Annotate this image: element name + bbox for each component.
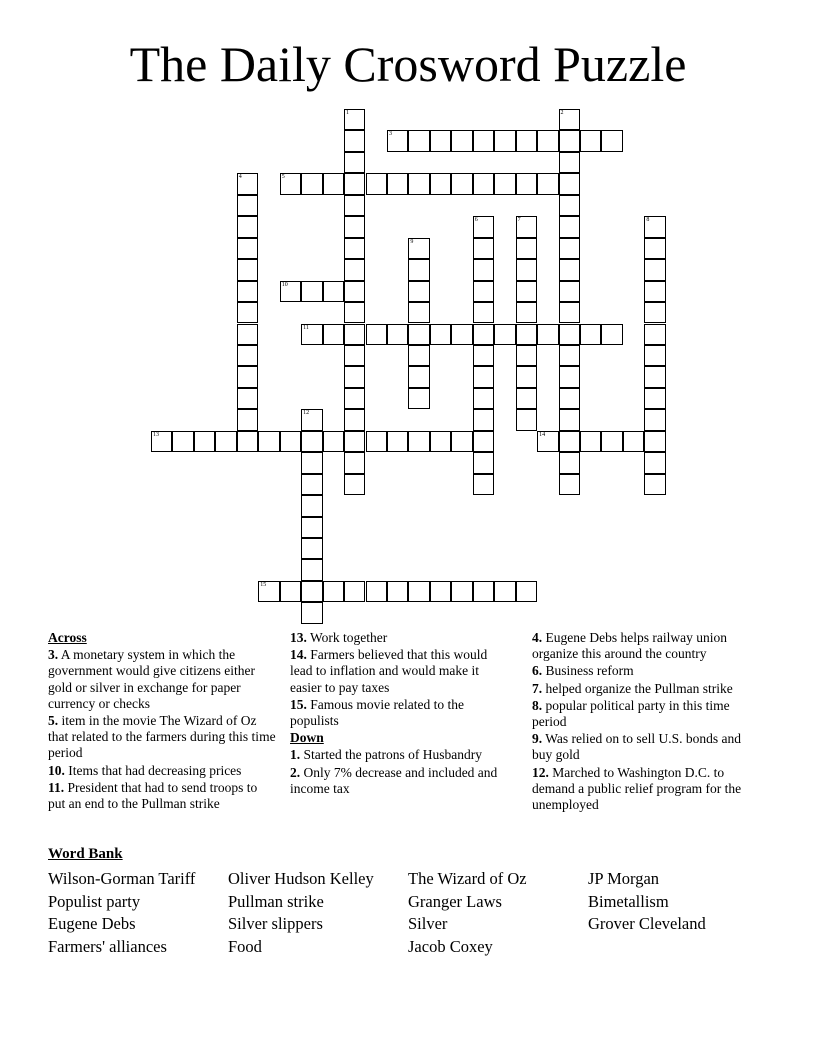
word-bank-item: Pullman strike <box>228 891 324 911</box>
clue-number: 5 <box>281 174 285 181</box>
grid-cell[interactable] <box>644 366 665 387</box>
clue-number: 13 <box>153 431 159 438</box>
word-bank-item: Silver <box>408 914 448 934</box>
grid-cell[interactable] <box>301 324 322 345</box>
clues-column-3 <box>532 630 760 814</box>
grid-cell[interactable] <box>473 474 494 495</box>
grid-cell[interactable] <box>644 281 665 302</box>
grid-cell[interactable] <box>366 581 387 602</box>
grid-cell[interactable] <box>172 431 193 452</box>
grid-cell[interactable] <box>280 581 301 602</box>
grid-cell[interactable] <box>387 324 408 345</box>
grid-cell[interactable] <box>473 238 494 259</box>
word-bank-item: Wilson-Gorman Tariff <box>48 869 196 888</box>
grid-cell[interactable] <box>344 152 365 173</box>
grid-cell[interactable] <box>237 281 258 302</box>
clue-number: 1 <box>346 110 350 116</box>
grid-cell[interactable] <box>494 324 515 345</box>
grid-cell[interactable] <box>323 431 344 452</box>
grid-cell[interactable] <box>301 431 322 452</box>
clues-column-1 <box>48 630 276 813</box>
grid-cell[interactable] <box>516 259 537 280</box>
grid-cell[interactable] <box>151 431 172 452</box>
clue-across-3: 3. A monetary system in which the government would give citizens either gold or silver in exchange for paper currency or checks <box>48 647 255 711</box>
across-heading: Across <box>48 630 87 645</box>
grid-cell[interactable] <box>194 431 215 452</box>
grid-cell[interactable] <box>301 495 322 516</box>
grid-cell[interactable] <box>344 259 365 280</box>
grid-cell[interactable] <box>559 281 580 302</box>
clue-number: 3 <box>388 131 392 138</box>
grid-cell[interactable] <box>644 431 665 452</box>
grid-cell[interactable] <box>344 302 365 323</box>
grid-cell[interactable] <box>644 474 665 495</box>
grid-cell[interactable] <box>494 130 515 151</box>
grid-cell[interactable] <box>323 324 344 345</box>
grid-cell[interactable] <box>516 173 537 194</box>
grid-cell[interactable] <box>344 345 365 366</box>
clue-number: 2 <box>560 110 564 116</box>
grid-cell[interactable] <box>237 431 258 452</box>
grid-cell[interactable] <box>559 216 580 237</box>
grid-cell[interactable] <box>301 173 322 194</box>
clue-down-12: 12. Marched to Washington D.C. to demand a public relief program for the unemployed <box>532 764 742 813</box>
grid-cell[interactable] <box>516 345 537 366</box>
down-heading: Down <box>290 730 324 746</box>
grid-cell[interactable] <box>473 452 494 473</box>
grid-cell[interactable] <box>323 173 344 194</box>
grid-cell[interactable] <box>408 302 429 323</box>
grid-cell[interactable] <box>601 130 622 151</box>
grid-cell[interactable] <box>237 366 258 387</box>
grid-cell[interactable] <box>237 345 258 366</box>
grid-cell[interactable] <box>215 431 236 452</box>
grid-cell[interactable] <box>301 281 322 302</box>
grid-cell[interactable] <box>344 109 365 130</box>
clue-down-6: 6. Business reform <box>532 663 634 679</box>
grid-cell[interactable] <box>559 130 580 151</box>
grid-cell[interactable] <box>473 302 494 323</box>
grid-cell[interactable] <box>301 581 322 602</box>
grid-cell[interactable] <box>451 431 472 452</box>
clue-down-7: 7. helped organize the Pullman strike <box>532 680 733 696</box>
grid-cell[interactable] <box>344 409 365 430</box>
grid-cell[interactable] <box>408 366 429 387</box>
grid-cell[interactable] <box>387 130 408 151</box>
grid-cell[interactable] <box>451 581 472 602</box>
grid-cell[interactable] <box>344 581 365 602</box>
clues-column-2 <box>290 630 512 798</box>
grid-cell[interactable] <box>516 388 537 409</box>
clue-across-13: 13. Work together <box>290 630 388 645</box>
clue-across-15: 15. Famous movie related to the populists <box>290 696 464 729</box>
grid-cell[interactable] <box>408 238 429 259</box>
clue-number: 10 <box>281 281 288 288</box>
grid-cell[interactable] <box>451 130 472 151</box>
word-bank-item: Eugene Debs <box>48 914 136 934</box>
grid-cell[interactable] <box>301 474 322 495</box>
grid-cell[interactable] <box>516 130 537 151</box>
grid-cell[interactable] <box>537 324 558 345</box>
grid-cell[interactable] <box>408 431 429 452</box>
grid-cell[interactable] <box>366 324 387 345</box>
grid-cell[interactable] <box>237 324 258 345</box>
clue-number: 14 <box>539 431 546 438</box>
clue-down-1: 1. Started the patrons of Husbandry <box>290 747 482 763</box>
grid-cell[interactable] <box>301 602 322 623</box>
grid-cell[interactable] <box>537 431 558 452</box>
grid-cell[interactable] <box>559 345 580 366</box>
grid-cell[interactable] <box>494 173 515 194</box>
grid-cell[interactable] <box>280 281 301 302</box>
clue-number: 12 <box>303 410 310 417</box>
grid-cell[interactable] <box>473 431 494 452</box>
clue-across-5: 5. item in the movie The Wizard of Oz that related to the farmers during this time period <box>48 713 276 761</box>
grid-cell[interactable] <box>559 324 580 345</box>
grid-cell[interactable] <box>237 238 258 259</box>
grid-cell[interactable] <box>644 259 665 280</box>
grid-cell[interactable] <box>451 173 472 194</box>
grid-cell[interactable] <box>580 324 601 345</box>
grid-cell[interactable] <box>473 130 494 151</box>
grid-cell[interactable] <box>237 302 258 323</box>
grid-cell[interactable] <box>623 431 644 452</box>
grid-cell[interactable] <box>516 238 537 259</box>
grid-cell[interactable] <box>516 366 537 387</box>
clue-number: 7 <box>517 217 521 224</box>
word-bank-item: Silver slippers <box>228 914 323 934</box>
grid-cell[interactable] <box>430 581 451 602</box>
clue-number: 11 <box>303 324 309 331</box>
grid-cell[interactable] <box>258 581 279 602</box>
clue-number: 4 <box>238 174 242 181</box>
clue-number: 15 <box>260 581 267 588</box>
grid-cell[interactable] <box>644 302 665 323</box>
word-bank-column-1 <box>48 868 195 958</box>
grid-cell[interactable] <box>408 324 429 345</box>
grid-cell[interactable] <box>237 173 258 194</box>
grid-cell[interactable] <box>430 130 451 151</box>
grid-cell[interactable] <box>516 216 537 237</box>
clue-down-4: 4. Eugene Debs helps railway union organize this around the country <box>532 630 727 662</box>
grid-cell[interactable] <box>559 409 580 430</box>
grid-cell[interactable] <box>516 324 537 345</box>
grid-cell[interactable] <box>408 581 429 602</box>
grid-cell[interactable] <box>516 281 537 302</box>
grid-cell[interactable] <box>344 324 365 345</box>
clue-down-8: 8. popular political party in this time period <box>532 697 730 730</box>
grid-cell[interactable] <box>323 581 344 602</box>
grid-cell[interactable] <box>344 366 365 387</box>
clue-across-11: 11. President that had to send troops to put an end to the Pullman strike <box>48 779 258 812</box>
grid-cell[interactable] <box>559 195 580 216</box>
grid-cell[interactable] <box>366 173 387 194</box>
grid-cell[interactable] <box>301 409 322 430</box>
grid-cell[interactable] <box>644 216 665 237</box>
word-bank-item: JP Morgan <box>588 869 660 888</box>
grid-cell[interactable] <box>430 324 451 345</box>
clue-across-14: 14. Farmers believed that this would lead to inflation and would make it easier to pay taxes <box>290 647 488 695</box>
grid-cell[interactable] <box>473 581 494 602</box>
grid-cell[interactable] <box>559 238 580 259</box>
grid-cell[interactable] <box>644 452 665 473</box>
clue-number: 6 <box>474 217 478 224</box>
grid-cell[interactable] <box>644 324 665 345</box>
grid-cell[interactable] <box>387 431 408 452</box>
grid-cell[interactable] <box>344 238 365 259</box>
word-bank-title: Word Bank <box>48 846 123 862</box>
grid-cell[interactable] <box>237 195 258 216</box>
grid-cell[interactable] <box>408 173 429 194</box>
clue-across-10: 10. Items that had decreasing prices <box>48 762 242 778</box>
word-bank-item: Bimetallism <box>588 891 669 911</box>
grid-cell[interactable] <box>473 324 494 345</box>
clue-number: 9 <box>410 238 414 245</box>
grid-cell[interactable] <box>387 173 408 194</box>
word-bank-column-4 <box>588 868 706 936</box>
word-bank-column-2 <box>228 868 374 958</box>
grid-cell[interactable] <box>366 431 387 452</box>
grid-cell[interactable] <box>559 152 580 173</box>
grid-cell[interactable] <box>344 130 365 151</box>
grid-cell[interactable] <box>280 173 301 194</box>
grid-cell[interactable] <box>344 474 365 495</box>
word-bank-item: Grover Cleveland <box>588 914 706 934</box>
grid-cell[interactable] <box>344 452 365 473</box>
grid-cell[interactable] <box>559 302 580 323</box>
grid-cell[interactable] <box>430 173 451 194</box>
grid-cell[interactable] <box>344 431 365 452</box>
grid-cell[interactable] <box>601 324 622 345</box>
grid-cell[interactable] <box>473 259 494 280</box>
grid-cell[interactable] <box>644 238 665 259</box>
clue-number: 8 <box>646 217 650 224</box>
grid-cell[interactable] <box>473 388 494 409</box>
word-bank-item: Food <box>228 936 262 956</box>
word-bank-item: Oliver Hudson Kelley <box>228 869 374 888</box>
grid-cell[interactable] <box>559 452 580 473</box>
grid-cell[interactable] <box>430 431 451 452</box>
grid-cell[interactable] <box>473 216 494 237</box>
grid-cell[interactable] <box>559 366 580 387</box>
grid-cell[interactable] <box>559 109 580 130</box>
grid-cell[interactable] <box>644 409 665 430</box>
clue-down-9: 9. Was relied on to sell U.S. bonds and buy gold <box>532 731 742 763</box>
grid-cell[interactable] <box>301 559 322 580</box>
word-bank-item: Jacob Coxey <box>408 936 493 956</box>
grid-cell[interactable] <box>580 431 601 452</box>
grid-cell[interactable] <box>408 388 429 409</box>
grid-cell[interactable] <box>644 388 665 409</box>
grid-cell[interactable] <box>473 281 494 302</box>
grid-cell[interactable] <box>408 281 429 302</box>
grid-cell[interactable] <box>344 173 365 194</box>
grid-cell[interactable] <box>344 388 365 409</box>
grid-cell[interactable] <box>237 409 258 430</box>
grid-cell[interactable] <box>559 259 580 280</box>
grid-cell[interactable] <box>473 173 494 194</box>
grid-cell[interactable] <box>473 345 494 366</box>
grid-cell[interactable] <box>408 130 429 151</box>
grid-cell[interactable] <box>387 581 408 602</box>
word-bank-item: Populist party <box>48 891 141 911</box>
grid-cell[interactable] <box>301 538 322 559</box>
grid-cell[interactable] <box>559 431 580 452</box>
grid-cell[interactable] <box>237 388 258 409</box>
word-bank-item: Farmers' alliances <box>48 936 167 956</box>
grid-cell[interactable] <box>237 216 258 237</box>
grid-cell[interactable] <box>301 452 322 473</box>
clue-down-2: 2. Only 7% decrease and included and income tax <box>290 764 498 796</box>
grid-cell[interactable] <box>408 259 429 280</box>
grid-cell[interactable] <box>559 173 580 194</box>
grid-cell[interactable] <box>258 431 279 452</box>
grid-cell[interactable] <box>408 345 429 366</box>
grid-cell[interactable] <box>494 581 515 602</box>
grid-cell[interactable] <box>516 409 537 430</box>
grid-cell[interactable] <box>301 517 322 538</box>
grid-cell[interactable] <box>451 324 472 345</box>
grid-cell[interactable] <box>344 216 365 237</box>
grid-cell[interactable] <box>473 366 494 387</box>
page-title: The Daily Crosword Puzzle <box>129 36 687 92</box>
word-bank-item: Granger Laws <box>408 891 502 911</box>
grid-cell[interactable] <box>237 259 258 280</box>
grid-cell[interactable] <box>601 431 622 452</box>
word-bank-item: The Wizard of Oz <box>408 869 527 888</box>
grid-cell[interactable] <box>344 195 365 216</box>
grid-cell[interactable] <box>516 302 537 323</box>
grid-cell[interactable] <box>537 130 558 151</box>
grid-cell[interactable] <box>537 173 558 194</box>
grid-cell[interactable] <box>516 581 537 602</box>
grid-cell[interactable] <box>559 388 580 409</box>
grid-cell[interactable] <box>280 431 301 452</box>
grid-cell[interactable] <box>559 474 580 495</box>
grid-cell[interactable] <box>473 409 494 430</box>
grid-cell[interactable] <box>644 345 665 366</box>
grid-cell[interactable] <box>580 130 601 151</box>
grid-cell[interactable] <box>323 281 344 302</box>
grid-cell[interactable] <box>344 281 365 302</box>
word-bank-column-3 <box>408 868 527 958</box>
